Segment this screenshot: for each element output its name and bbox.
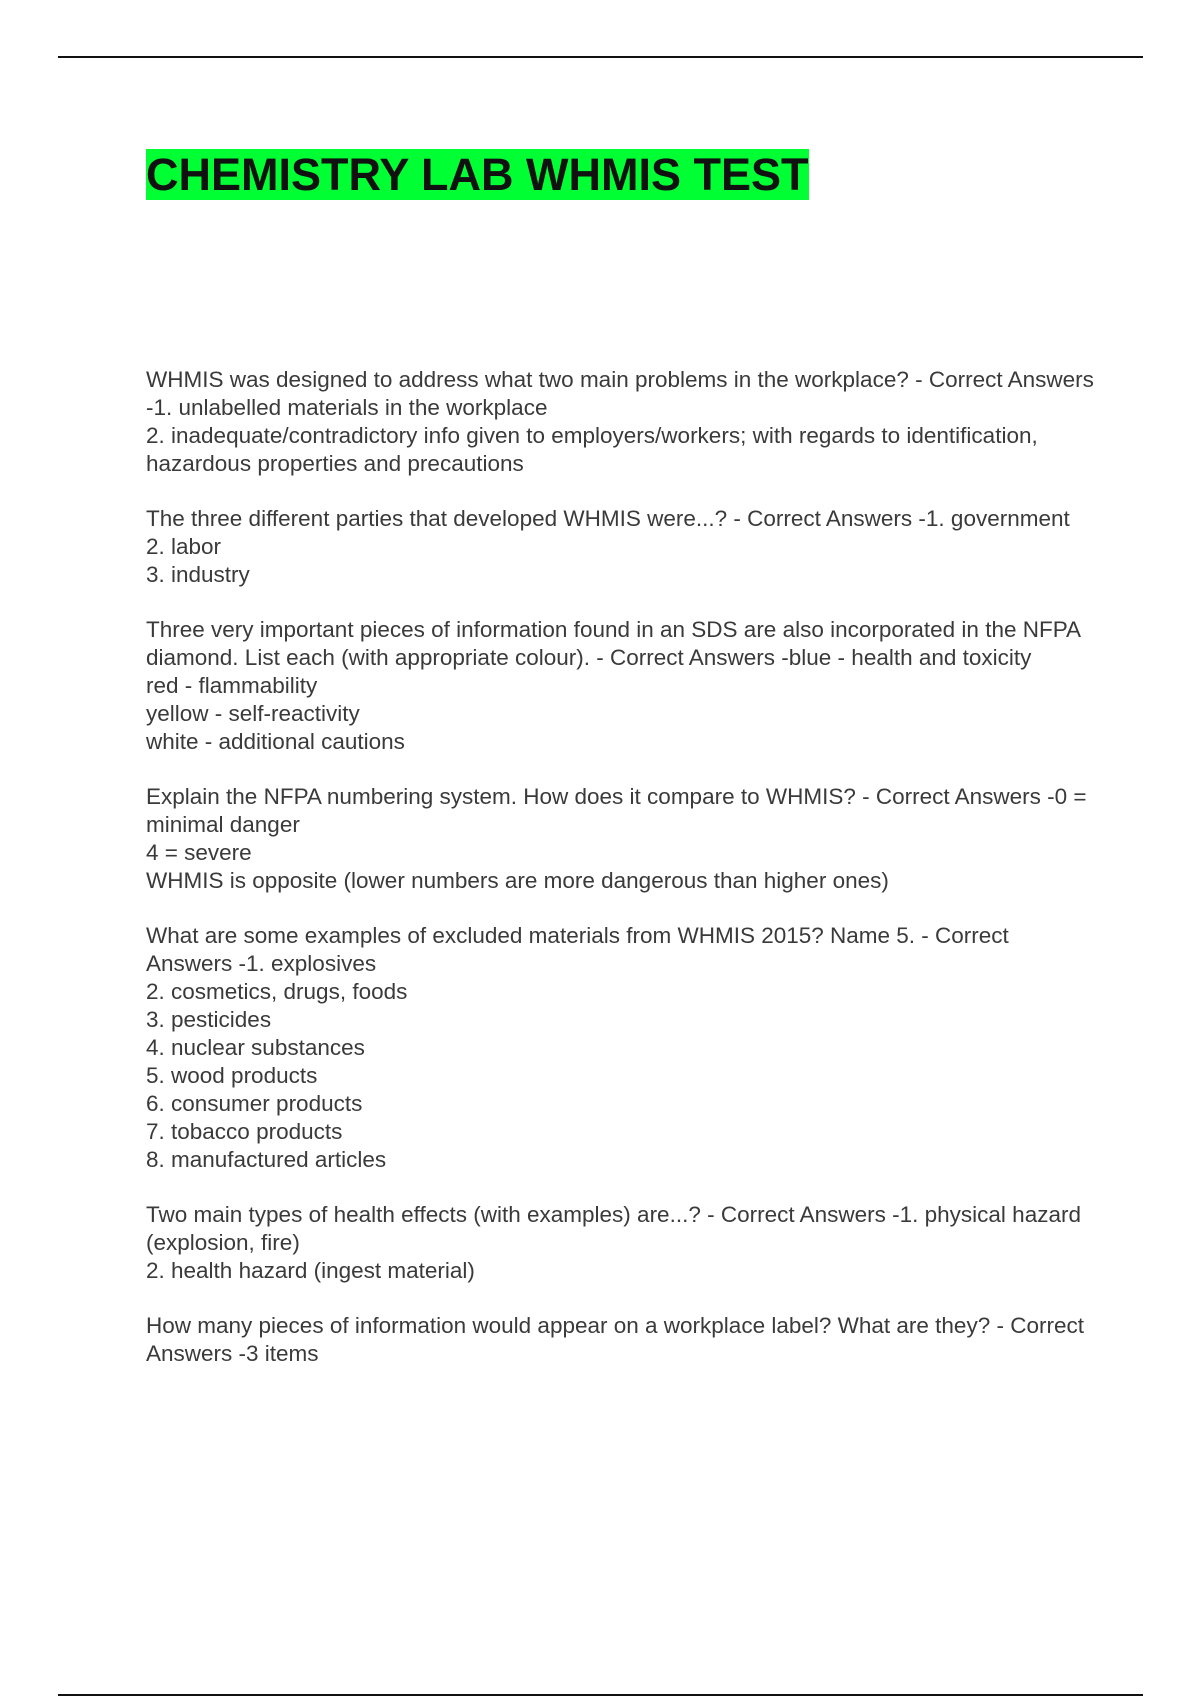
qa-entry-2: The three different parties that developed WHMIS were...? - Correct Answers -1. government 2. labor 3. industry [146,506,1070,587]
bottom-rule [58,1694,1143,1696]
title-highlight: CHEMISTRY LAB WHMIS TEST [146,149,809,200]
document-title [146,146,811,204]
qa-entry-5: What are some examples of excluded materials from WHMIS 2015? Name 5. - Correct Answers -1. explosives 2. cosmetics, drugs, foods 3. pesticides 4. nuclear substances 5. wood products 6. consumer products 7. tobacco products 8. manufactured articles [146,923,1009,1172]
question-list [146,366,1096,1395]
qa-entry-6: Two main types of health effects (with examples) are...? - Correct Answers -1. physical hazard (explosion, fire) 2. health hazard (ingest material) [146,1202,1081,1283]
qa-entry-1: WHMIS was designed to address what two main problems in the workplace? - Correct Answers -1. unlabelled materials in the workplace 2. inadequate/contradictory info given to employers/workers; with regards to identification, hazardous properties and precautions [146,367,1094,476]
qa-entry-4: Explain the NFPA numbering system. How does it compare to WHMIS? - Correct Answers -0 = minimal danger 4 = severe WHMIS is opposite (lower numbers are more dangerous than higher ones) [146,784,1087,893]
top-rule [58,56,1143,58]
qa-entry-7: How many pieces of information would appear on a workplace label? What are they? - Correct Answers -3 items [146,1313,1084,1366]
qa-entry-3: Three very important pieces of information found in an SDS are also incorporated in the NFPA diamond. List each (with appropriate colour). - Correct Answers -blue - health and toxicity red - flammability yellow - self-reactivity white - additional cautions [146,617,1080,754]
